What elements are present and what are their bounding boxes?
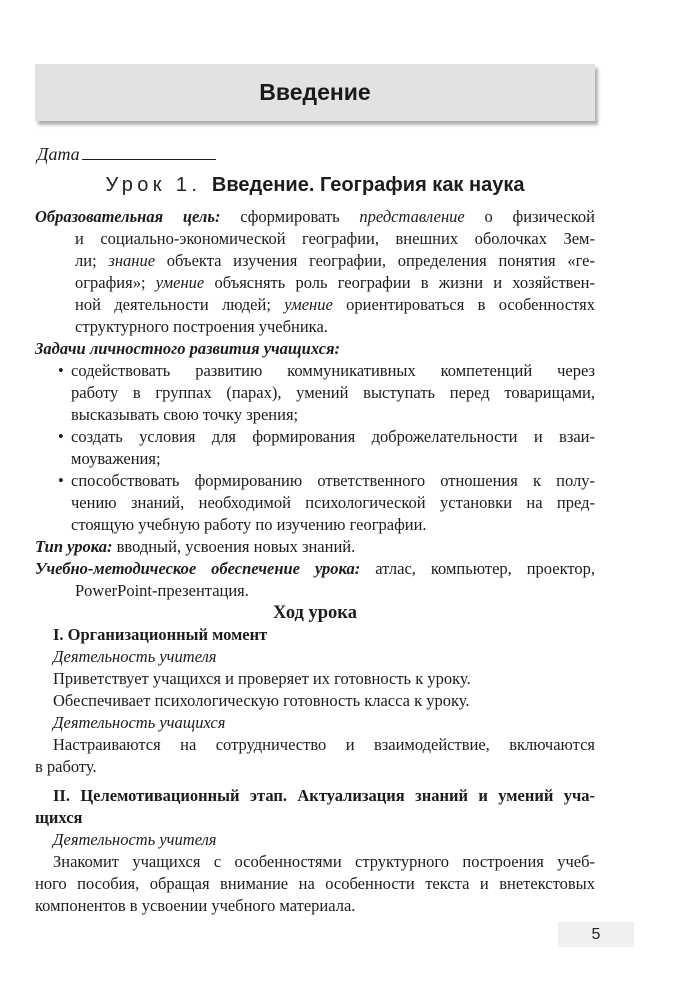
text-line [35, 785, 595, 807]
text-run: умение [155, 273, 205, 292]
text-run: Приветствует учащихся и проверяет их готовность к уроку. [53, 669, 471, 688]
text-run: компонентов в усвоении учебного материала. [35, 896, 356, 915]
text-run: Настраиваются на сотрудничество и взаимодействие, включаются [53, 735, 595, 754]
bullet-item [35, 470, 595, 536]
text-run: ориентироваться в особенностях [332, 295, 595, 314]
bullet-item [35, 426, 595, 470]
stage-2-heading [35, 785, 595, 829]
text-run: Деятельность учащихся [53, 713, 226, 732]
text-line [35, 829, 595, 851]
text-line [35, 851, 595, 873]
paragraph [35, 851, 595, 917]
text-line [35, 448, 595, 470]
page-number: 5 [591, 925, 601, 943]
bullet-icon: • [58, 471, 64, 490]
text-line [35, 316, 595, 338]
text-line [35, 602, 595, 624]
text-run: I. Организационный момент [53, 625, 268, 644]
lesson-type-paragraph [35, 536, 595, 558]
text-line [35, 712, 595, 734]
text-run: стоящую учебную работу по изучению географии. [71, 515, 427, 534]
tasks-heading [35, 338, 595, 360]
text-run: Ход урока [273, 603, 357, 623]
text-line [35, 492, 595, 514]
chapter-title: Введение [259, 79, 371, 105]
text-line [35, 646, 595, 668]
text-line [35, 404, 595, 426]
text-run: PowerPoint-презентация. [75, 581, 249, 600]
text-run: II. Целемотивационный этап. Актуализация знаний и умений уча- [53, 786, 595, 805]
lesson-flow-heading [35, 602, 595, 624]
text-run: умение [284, 295, 333, 314]
text-line [35, 426, 595, 448]
text-run: сформировать [220, 207, 360, 226]
text-line [35, 250, 595, 272]
text-run: структурного построения учебника. [75, 317, 328, 336]
date-blank-underline [82, 144, 216, 160]
text-line [35, 382, 595, 404]
text-run: работу в группах (парах), умений выступать перед товарищами, [71, 383, 595, 402]
lesson-plan-body [35, 206, 595, 917]
stage-1-heading [35, 624, 595, 646]
text-run: ография»; [75, 273, 156, 292]
paragraph [35, 668, 595, 690]
lesson-title: Введение. География как наука [211, 174, 525, 196]
materials-paragraph [35, 558, 595, 602]
text-run: содействовать развитию коммуникативных компетенций через [71, 361, 595, 380]
text-line [35, 514, 595, 536]
paragraph [35, 734, 595, 778]
text-line [35, 536, 595, 558]
text-line [35, 690, 595, 712]
text-line [35, 580, 595, 602]
text-line [35, 228, 595, 250]
text-line [35, 756, 595, 778]
text-line [35, 873, 595, 895]
text-run: и социально-экономической географии, внешних оболочках Зем- [75, 229, 595, 248]
text-run: ного пособия, обращая внимание на особенности текста и внетекстовых [35, 874, 595, 893]
text-run: вводный, усвоения новых знаний. [112, 537, 356, 556]
text-run: Обеспечивает психологическую готовность класса к уроку. [53, 691, 470, 710]
chapter-header-box [35, 64, 595, 121]
text-run: знание [108, 251, 156, 270]
page-number-badge [558, 922, 634, 947]
text-line [35, 624, 595, 646]
text-run: Образовательная цель: [35, 207, 221, 226]
teacher-activity-label [35, 829, 595, 851]
text-line [35, 558, 595, 580]
text-line [35, 668, 595, 690]
text-line [35, 734, 595, 756]
text-run: щихся [35, 808, 83, 827]
text-line [35, 294, 595, 316]
text-run: ли; [75, 251, 109, 270]
text-run: высказывать свою точку зрения; [71, 405, 299, 424]
text-run: о физической [464, 207, 595, 226]
objective-paragraph [35, 206, 595, 338]
bullet-icon: • [58, 361, 64, 380]
text-run: моуважения; [71, 449, 161, 468]
text-line [35, 206, 595, 228]
bullet-icon: • [58, 427, 64, 446]
lesson-kicker: Урок 1. [105, 174, 202, 196]
text-run: атлас, компьютер, проектор, [360, 559, 595, 578]
text-line [35, 338, 595, 360]
text-line [35, 272, 595, 294]
text-run: Деятельность учителя [53, 830, 217, 849]
text-run: объекта изучения географии, определения понятия «ге- [155, 251, 595, 270]
date-line [37, 144, 216, 165]
text-run: Знакомит учащихся с особенностями структурного построения учеб- [53, 852, 595, 871]
text-run: чению знаний, необходимой психологической установки на пред- [71, 493, 595, 512]
text-run: создать условия для формирования доброжелательности и взаи- [71, 427, 595, 446]
text-line [35, 895, 595, 917]
text-run: способствовать формированию ответственного отношения к полу- [71, 471, 595, 490]
students-activity-label [35, 712, 595, 734]
text-run: объяснять роль географии в жизни и хозяйствен- [204, 273, 595, 292]
text-run: Тип урока: [35, 537, 113, 556]
text-line [35, 807, 595, 829]
text-line [35, 470, 595, 492]
text-run: Учебно-методическое обеспечение урока: [35, 559, 361, 578]
text-run: в работу. [35, 757, 97, 776]
paragraph [35, 690, 595, 712]
teacher-activity-label [35, 646, 595, 668]
date-label: Дата [37, 144, 80, 164]
text-run: представление [359, 207, 465, 226]
text-line [35, 360, 595, 382]
text-run: Деятельность учителя [53, 647, 217, 666]
text-run: Задачи личностного развития учащихся: [35, 339, 341, 358]
lesson-heading [35, 174, 595, 197]
text-run: ной деятельности людей; [75, 295, 285, 314]
bullet-item [35, 360, 595, 426]
